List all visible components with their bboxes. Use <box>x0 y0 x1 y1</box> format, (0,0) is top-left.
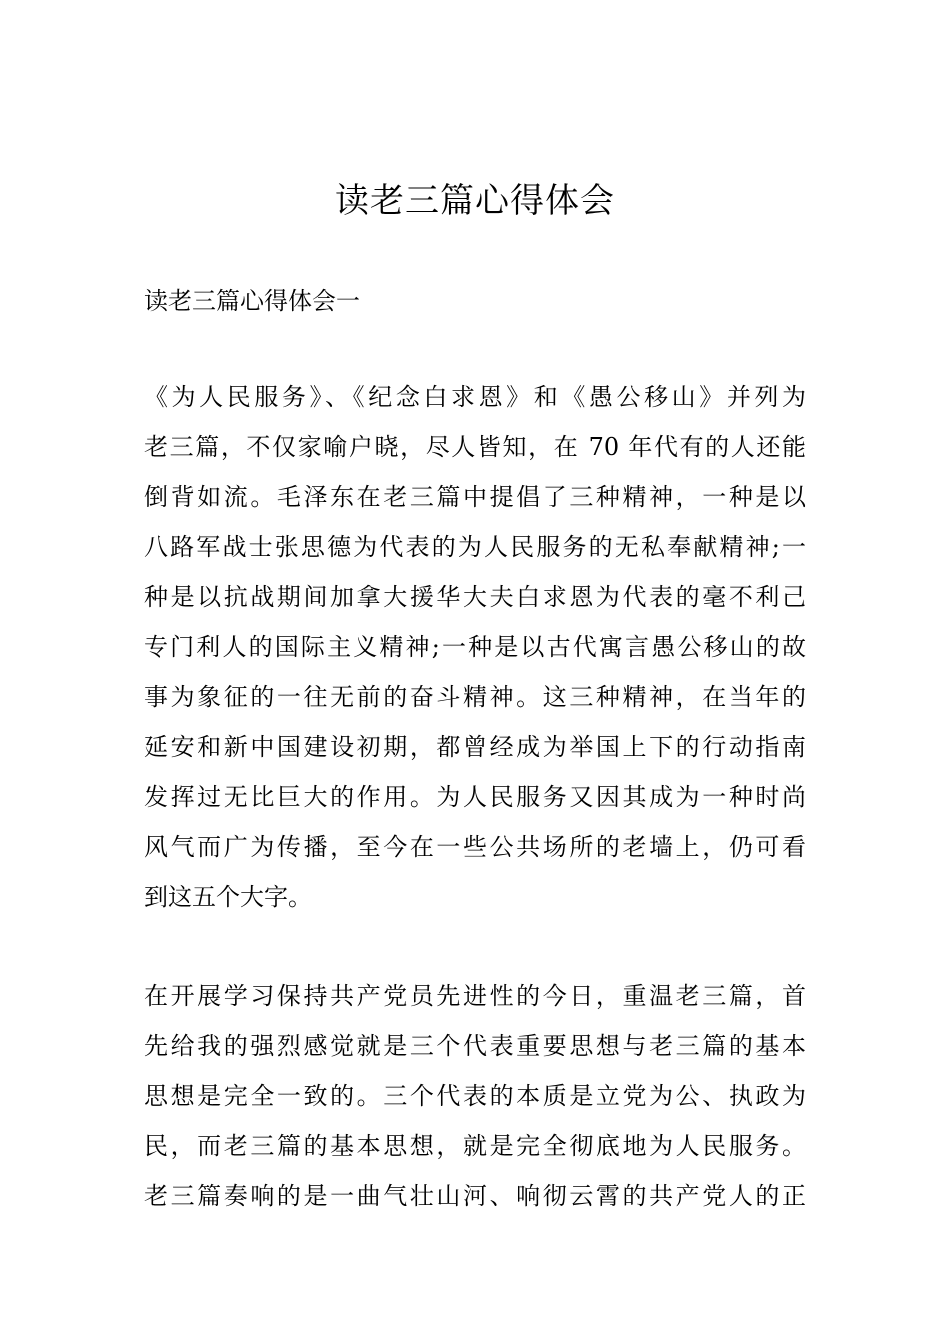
paragraph-line: 到这五个大字。 <box>144 883 312 911</box>
paragraph-line: 老三篇，不仅家喻户晓，尽人皆知，在 70 年代有的人还能 <box>144 433 806 461</box>
paragraph-line: 民，而老三篇的基本思想，就是完全彻底地为人民服务。 <box>144 1132 806 1160</box>
paragraph-line: 种是以抗战期间加拿大援华大夫白求恩为代表的毫不利己 <box>144 583 806 611</box>
paragraph-line: 思想是完全一致的。三个代表的本质是立党为公、执政为 <box>144 1082 806 1110</box>
section-heading: 读老三篇心得体会一 <box>144 287 360 315</box>
paragraph-line: 风气而广为传播，至今在一些公共场所的老墙上，仍可看 <box>144 833 806 861</box>
paragraph-line: 倒背如流。毛泽东在老三篇中提倡了三种精神，一种是以 <box>144 483 806 511</box>
document-title: 读老三篇心得体会 <box>335 181 615 221</box>
paragraph-line: 专门利人的国际主义精神;一种是以古代寓言愚公移山的故 <box>144 633 806 661</box>
paragraph-line: 在开展学习保持共产党员先进性的今日，重温老三篇，首 <box>144 982 806 1010</box>
paragraph-line: 八路军战士张思德为代表的为人民服务的无私奉献精神;一 <box>144 533 806 561</box>
paragraph-line: 事为象征的一往无前的奋斗精神。这三种精神，在当年的 <box>144 683 806 711</box>
paragraph-line: 《为人民服务》、《纪念白求恩》和《愚公移山》并列为 <box>144 383 806 411</box>
paragraph-line: 先给我的强烈感觉就是三个代表重要思想与老三篇的基本 <box>144 1032 806 1060</box>
paragraph-line: 延安和新中国建设初期，都曾经成为举国上下的行动指南 <box>144 733 806 761</box>
paragraph-line: 发挥过无比巨大的作用。为人民服务又因其成为一种时尚 <box>144 783 806 811</box>
paragraph-line: 老三篇奏响的是一曲气壮山河、响彻云霄的共产党人的正 <box>144 1182 806 1210</box>
